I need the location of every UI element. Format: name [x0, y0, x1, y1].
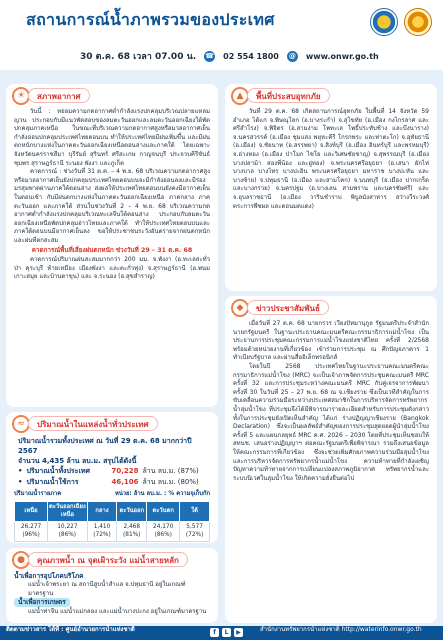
header [0, 0, 443, 70]
stat-unit: ล้าน ลบ.ม. (87%) [142, 467, 199, 475]
stat-value: 46,106 [111, 478, 139, 486]
stat-row-total [14, 466, 210, 477]
footer-agency-url[interactable]: http://waterinfo.onwr.go.th [341, 626, 422, 633]
info-bar [80, 48, 379, 64]
footer-contact-sub: ได้ที่ : ศูนย์อำนวยการน้ำแห่งชาติ [48, 626, 135, 633]
news-card-header [225, 296, 437, 320]
weather-card [6, 84, 218, 407]
table-header: ตะวันออก [117, 501, 147, 521]
flood-area-card-header [225, 84, 437, 108]
news-paragraph-1: เมื่อวันที่ 27 ต.ค. 68 นายกรวร เวียงปัทมานุกูล รัฐมนตรีประจำสำนักนายกรัฐมนตรี ในฐานะประธานคณะมนตรีคณะกรรมาธิการแม่น้ำโขง เป็นประธานการประชุมคณะกรรมการแม่น้ำโขงแห่งชาติไทย ครั้งที่ 2/2568 พร้อมด้วยหน่วยงานที่เกี่ยวข้อง เข้าร่วมการประชุม ณ ศึกปัญจภาคาร 1 ทำเนียบรัฐบาล และผ่านสื่ออิเล็กทรอนิกส์ [233, 320, 429, 362]
footer-agency-name: สำนักงานทรัพยากรน้ำแห่งชาติ [260, 626, 340, 633]
footer-agency [260, 626, 422, 633]
weather-today-text: วันนี้ : หย่อมความกดอากาศต่ำกำลังแรงปกคลุมบริเวณปลายแหลมญวน ประกอบกับมีแนวพัดสอบของลมตะวันออกและลมตะวันออกเฉียงใต้พัดปกคลุมภาคเหนือ ในขณะที่บริเวณความกดอากาศสูงหรือมวลอากาศเย็นกำลังอ่อนปกคลุมประเทศไทยตอนบน ทำให้ประเทศไทยมีฝนเพิ่มขึ้น และมีฝนตกหนักบางแห่งในภาคตะวันออกเฉียงเหนือตอนล่างและภาคใต้ โดยเฉพาะจังหวัดนครราชสีมา บุรีรัมย์ สุรินทร์ ศรีสะเกษ กาญจนบุรี ประจวบคีรีขันธ์ ชุมพร สุราษฎร์ธานี ระนอง พังงา และภูเก็ต [14, 108, 210, 167]
water-quality-card-header [6, 548, 218, 572]
website-link[interactable]: www.onwr.go.th [305, 51, 379, 61]
reservoir-icon: ≈ [12, 415, 30, 433]
news-card [225, 296, 437, 623]
footer-contact-title: ติดตามข่าวสาร [6, 626, 47, 633]
table-header: เหนือ [15, 501, 48, 521]
quality-item-consumption-desc: แม่น้ำเจ้าพระยา ณ สถานีสูบน้ำสำแล จ.ปทุมธานี อยู่ในเกณฑ์มาตรฐาน [28, 581, 186, 597]
bullet-icon: • [18, 478, 23, 486]
footer [0, 626, 443, 640]
stat-unit: ล้าน ลบ.ม. (80%) [142, 478, 199, 486]
water-volume-title: ปริมาณน้ำในแหล่งน้ำทั่วประเทศ [28, 416, 158, 431]
water-total: จำนวน 4,435 ล้าน ลบ.ม. สรุปได้ดังนี้ [18, 457, 137, 465]
facebook-icon[interactable]: f [210, 628, 219, 637]
phone-icon: ☎ [205, 51, 215, 60]
weather-forecast-text: คาดการณ์ : ช่วงวันที่ 31 ต.ค. – 4 พ.ย. 68 บริเวณความกดอากาศสูงหรือมวลอากาศเย็นยังปกคลุมประเทศไทยตอนบนจะมีกำลังอ่อนลงและมีร่องมรสุมพาดผ่านภาคใต้ตอนล่าง ส่งผลให้ประเทศไทยตอนบนยังคงมีอากาศเย็นในตอนเช้า กับมีฝนตกบางแห่งในภาคตะวันออกเฉียงเหนือ ภาคกลาง ภาคตะวันออก และภาคใต้ ส่วนในช่วงวันที่ 2 – 4 พ.ย. 68 บริเวณความกดอากาศต่ำกำลังแรงปกคลุมบริเวณทะเลจีนใต้ตอนล่าง ประกอบกับลมตะวันออกเฉียงเหนือพัดปกคลุมอ่าวไทยและภาคใต้ ทำให้ประเทศไทยตอนบนและภาคใต้ตอนบนมีอากาศเย็นลง ขอให้ประชาชนระวังอันตรายจากฝนตกหนักและฝนที่ตกสะสม [14, 168, 210, 244]
regional-table-title: ปริมาณน้ำรายภาค [14, 491, 62, 497]
table-cell: 5,577 (72%) [180, 521, 210, 541]
water-drop-icon: ● [12, 551, 30, 569]
water-quality-title: คุณภาพน้ำ ณ จุดเฝ้าระวัง แม่น้ำสายหลัก [28, 552, 188, 567]
globe-icon: @ [288, 51, 296, 60]
footer-contact [6, 626, 135, 633]
stat-row-usable [14, 477, 210, 488]
stat-label: ปริมาณน้ำทั้งประเทศ [26, 467, 90, 475]
quality-item-agriculture-desc: แม่น้ำท่าจีน แม่น้ำแม่กลอง และแม่น้ำบางปะกง อยู่ในเกณฑ์มาตรฐาน [28, 607, 207, 615]
water-quality-card [6, 548, 218, 623]
news-title: ข่าวประชาสัมพันธ์ [247, 300, 329, 315]
water-volume-card [6, 412, 218, 543]
table-cell: 26,277 (96%) [15, 521, 48, 541]
report-date: 30 ต.ค. 68 เวลา 07.00 น. [80, 52, 197, 62]
regional-table-unit: หน่วย: ล้าน ลบ.ม. : % ความจุเก็บกัก [115, 491, 210, 497]
stat-value: 70,228 [111, 467, 139, 475]
line-icon[interactable]: L [222, 628, 231, 637]
table-row [15, 521, 210, 541]
weather-title: สภาพอากาศ [28, 88, 90, 103]
page-title: สถานการณ์น้ำภาพรวมของประเทศ [26, 10, 275, 29]
heavy-rain-risk-heading: คาดการณ์พื้นที่เสี่ยงฝนตกหนัก ช่วงวันที่ 29 – 31 ต.ค. 68 [31, 246, 193, 254]
megaphone-icon: ◆ [231, 299, 249, 317]
table-header-row [15, 501, 210, 521]
table-cell: 24,170 (86%) [147, 521, 180, 541]
table-header: ใต้ [180, 501, 210, 521]
quality-item-agriculture: น้ำเพื่อการเกษตร [14, 598, 70, 607]
table-cell: 1,410 (72%) [87, 521, 117, 541]
table-cell: 10,227 (86%) [48, 521, 88, 541]
heavy-rain-risk-text: คาดการณ์ปริมาณฝนสะสมมากกว่า 200 มม. จ.พังงา (อ.ทะเลสะทั่วป่า คุระบุรี ท้ายเหมือง เมืองพังงา และตะกั่วทุ่ง) จ.สุราษฎร์ธานี (อ.พนม เกาะสมุย และบ้านตาขุน) และ จ.ระนอง (อ.สุขสำราญ) [14, 256, 210, 281]
water-volume-card-header [6, 412, 218, 436]
flood-icon: ▲ [231, 87, 249, 105]
table-cell: 2,468 (81%) [117, 521, 147, 541]
social-icons [210, 628, 243, 637]
water-summary: ปริมาณน้ำรวมทั้งประเทศ ณ วันที่ 29 ต.ค. 68 มากกว่าปี 2567 [18, 437, 192, 455]
stat-label: ปริมาณน้ำใช้การ [26, 478, 79, 486]
agency-logo [370, 8, 398, 36]
flood-area-text: วันที่ 29 ต.ค. 68 เกิดสถานการณ์อุทกภัย ในพื้นที่ 14 จังหวัด 59 อำเภอ ได้แก่ จ.พิษณุโลก (อ.บางระกำ) จ.สุโขทัย (อ.เมือง กงไกรลาศ และศรีสำโรง) จ.พิจิตร (อ.สามง่าม โพทะเล โพธิ์ประทับช้าง และบึงนาราง) จ.นครสวรรค์ (อ.เมือง ชุมแสง พยุหะคีรี โกรกพระ และท่าตะโก) จ.อุทัยธานี (อ.เมือง) จ.ชัยนาท (อ.สรรพยา) จ.สิงห์บุรี (อ.เมือง อินทร์บุรี และพรหมบุรี) จ.อ่างทอง (อ.เมือง ป่าโมก ไชโย และวิเศษชัยชาญ) จ.สุพรรณบุรี (อ.เมือง บางปลาม้า สองพี่น้อง และอู่ทอง) จ.พระนครศรีอยุธยา (อ.เสนา ผักไห่ บางบาล บางไทร บางปะอิน พระนครศรีอยุธยา มหาราช บางปะหัน และบางซ้าย) จ.ปทุมธานี (อ.เมือง และสามโคก) จ.นนทบุรี (อ.เมือง ปากเกร็ด และบางกรวย) จ.นครปฐม (อ.บางเลน สามพราน และนครชัยศรี) และ จ.อุบลราชธานี (อ.เมือง วารินชำราบ พิบูลมังสาหาร สว่างวีระวงศ์ ตระการพืชผล และดอนมดแดง) [233, 108, 429, 210]
regional-water-table [14, 501, 210, 542]
flood-area-title: พื้นที่ประสบอุทกภัย [247, 88, 330, 103]
national-water-logo [404, 8, 432, 36]
sun-cloud-icon: ☀ [12, 87, 30, 105]
table-header: กลาง [87, 501, 117, 521]
regional-table-caption [14, 490, 210, 499]
youtube-icon[interactable]: ▶ [234, 628, 243, 637]
bullet-icon: • [18, 467, 23, 475]
news-paragraph-2: โดยในปี 2568 ประเทศไทยในฐานะประธานคณะมนตรีคณะกรรมาธิการแม่น้ำโขง (MRC) จะเป็นเจ้าภาพจัดการประชุมคณะมนตรี MRC ครั้งที่ 32 และการประชุมระหว่างคณะมนตรี MRC กับคู่เจรจาการพัฒนา ครั้งที่ 30 ในวันที่ 25 – 27 พ.ย. 68 ณ จ.เชียงราย ซึ่งเป็นเวทีสำคัญในการขับเคลื่อนความร่วมมือระหว่างประเทศสมาชิกในการบริหารจัดการทรัพยากรน้ำลุ่มน้ำโขง ที่ประชุมจึงได้มีพิจารณารายละเอียดสำหรับการประชุมดังกล่าว ทั้งในการประชุมยังเปิดเห็นสำคัญ ได้แก่ ร่างปฏิญญาเชียงราย (Bangkok Declaration) ซึ่งจะเป็นผลลัพธ์สำคัญของการประชุมสุดยอดผู้นำลุ่มน้ำโขง ครั้งที่ 5 และแผนกลยุทธ์ MRC ค.ศ. 2026 – 2030 โดยที่ประชุมเห็นชอบให้ สทนช. เสนอร่างปฏิญญาฯ ต่อคณะรัฐมนตรีเพื่อพิจารณา รวมถึงเสนอข้อมูลให้คณะกรรมการที่เกี่ยวข้อง ซึ่งจะช่วยเพิ่มศักยภาพความร่วมมือลุ่มน้ำโขงและการบริหารจัดการทรัพยากรน้ำแม่น้ำโขง ความท้าทายที่กำลังเผชิญปัญหาความท้าทายจากการเปลี่ยนแปลงสภาพภูมิอากาศ ทรัพยากรน้ำและระบบนิเวศในลุ่มน้ำโขง ให้เกิดความยั่งยืนต่อไป [233, 362, 429, 482]
table-header: ตะวันออกเฉียงเหนือ [48, 501, 88, 521]
flood-area-card [225, 84, 437, 291]
quality-item-consumption: น้ำเพื่อการอุปโภคบริโภค [14, 572, 84, 580]
phone-number[interactable]: 02 554 1800 [223, 51, 279, 61]
weather-card-header [6, 84, 218, 108]
table-header: ตะวันตก [147, 501, 180, 521]
